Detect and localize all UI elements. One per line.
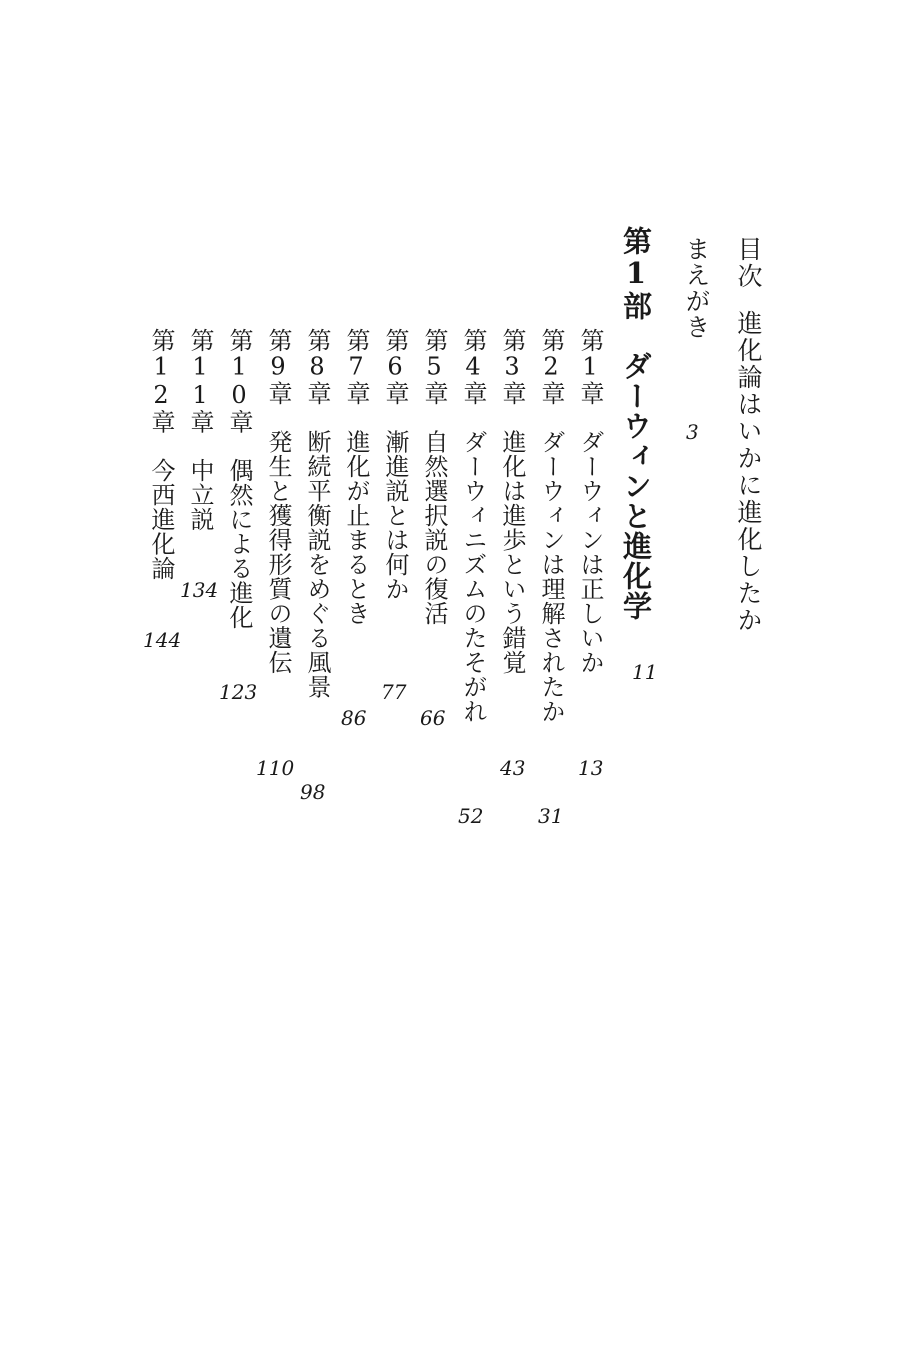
chapter-page-number: 43 bbox=[500, 756, 526, 780]
part-title: ダーウィンと進化学 bbox=[619, 351, 653, 621]
chapter-page-number: 31 bbox=[538, 804, 564, 828]
chapter-entry-12 bbox=[149, 328, 173, 581]
preface-title: まえがき bbox=[682, 236, 711, 340]
chapter-title: ダーウィンは理解されたか bbox=[537, 429, 565, 724]
chapter-page-number: 66 bbox=[420, 706, 446, 730]
chapter-number: 第12章 bbox=[147, 328, 175, 434]
chapter-number: 第2章 bbox=[537, 328, 565, 406]
chapter-page-number: 110 bbox=[256, 756, 295, 780]
chapter-number: 第7章 bbox=[342, 328, 370, 406]
toc-label: 目次 bbox=[734, 236, 763, 290]
chapter-number: 第9章 bbox=[264, 328, 292, 406]
chapter-entry-6 bbox=[383, 328, 407, 601]
toc-heading bbox=[736, 236, 761, 634]
chapter-title: 進化は進歩という錯覚 bbox=[498, 429, 526, 675]
chapter-title: 断続平衡説をめぐる風景 bbox=[303, 429, 331, 699]
chapter-number: 第1章 bbox=[576, 328, 604, 406]
chapter-entry-10 bbox=[227, 328, 251, 630]
chapter-title: 今西進化論 bbox=[147, 458, 175, 581]
chapter-number: 第4章 bbox=[459, 328, 487, 406]
chapter-entry-2 bbox=[539, 328, 563, 724]
part-heading bbox=[619, 226, 653, 621]
part-page-number: 11 bbox=[632, 660, 658, 684]
part-number: 第1部 bbox=[619, 226, 653, 321]
chapter-number: 第5章 bbox=[420, 328, 448, 406]
chapter-entry-4 bbox=[461, 328, 485, 724]
chapter-title: 中立説 bbox=[186, 458, 214, 532]
chapter-title: 進化が止まるとき bbox=[342, 429, 370, 626]
chapter-title: ダーウィニズムのたそがれ bbox=[459, 429, 487, 724]
chapter-page-number: 77 bbox=[381, 680, 407, 704]
chapter-number: 第10章 bbox=[225, 328, 253, 434]
chapter-page-number: 144 bbox=[143, 628, 182, 652]
chapter-number: 第11章 bbox=[186, 328, 214, 434]
chapter-number: 第8章 bbox=[303, 328, 331, 406]
chapter-number: 第3章 bbox=[498, 328, 526, 406]
preface-entry bbox=[684, 236, 709, 340]
chapter-page-number: 86 bbox=[341, 706, 367, 730]
chapter-entry-1 bbox=[578, 328, 602, 675]
chapter-title: 発生と獲得形質の遺伝 bbox=[264, 429, 292, 675]
chapter-entry-3 bbox=[500, 328, 524, 675]
chapter-entry-7 bbox=[344, 328, 368, 626]
chapter-entry-8 bbox=[305, 328, 329, 699]
chapter-title: 偶然による進化 bbox=[225, 458, 253, 630]
chapter-page-number: 13 bbox=[578, 756, 604, 780]
chapter-entry-5 bbox=[422, 328, 446, 626]
chapter-title: 自然選択説の復活 bbox=[420, 429, 448, 626]
chapter-entry-9 bbox=[266, 328, 290, 675]
chapter-entry-11 bbox=[188, 328, 212, 532]
preface-page-number: 3 bbox=[686, 420, 699, 444]
chapter-title: 漸進説とは何か bbox=[381, 429, 409, 601]
chapter-page-number: 52 bbox=[458, 804, 484, 828]
chapter-title: ダーウィンは正しいか bbox=[576, 429, 604, 675]
chapter-page-number: 98 bbox=[300, 780, 326, 804]
chapter-page-number: 123 bbox=[219, 680, 258, 704]
chapter-page-number: 134 bbox=[180, 578, 219, 602]
chapter-number: 第6章 bbox=[381, 328, 409, 406]
book-title: 進化論はいかに進化したか bbox=[734, 310, 763, 634]
